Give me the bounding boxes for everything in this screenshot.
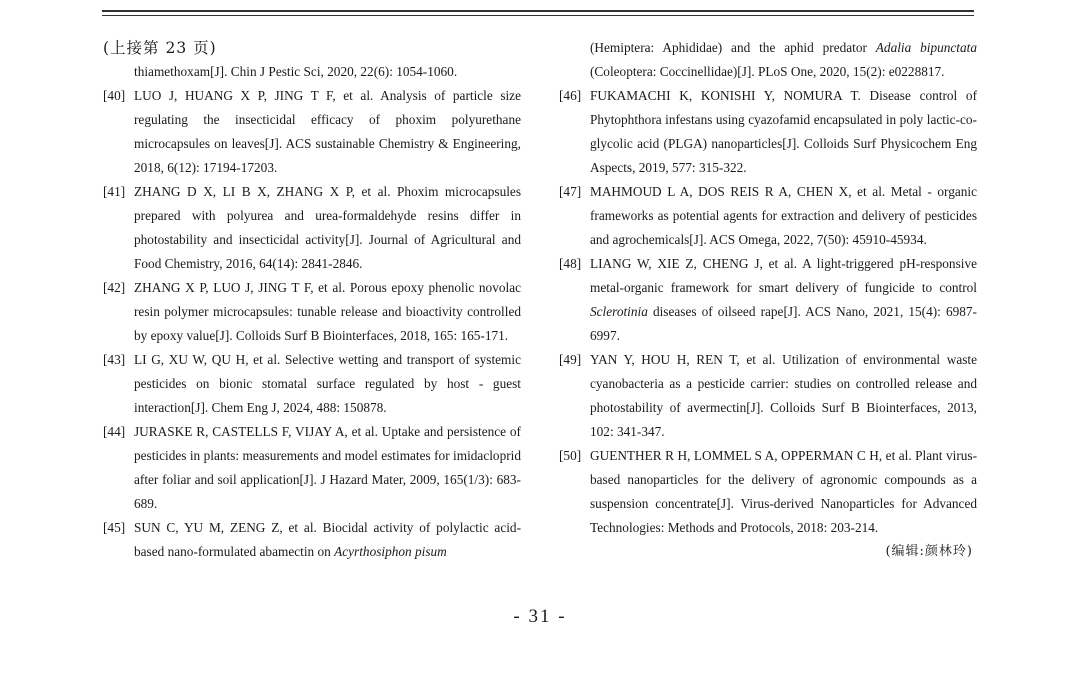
reference-text [134, 516, 521, 564]
page-number: - 31 - [513, 606, 567, 627]
header-rule-thick [102, 10, 974, 12]
reference-text: LI G, XU W, QU H, et al. Selective wetting and transport of systemic pesticides on bionic stomatal surface regulated by host - guest interaction[J]. Chem Eng J, 2024, 488: 150878. [134, 352, 521, 415]
reference-item [103, 420, 521, 516]
reference-text: ZHANG D X, LI B X, ZHANG X P, et al. Phoxim microcapsules prepared with polyurea and urea-formaldehyde resins differ in photostability and insecticidal activity[J]. Journal of Agricultural and Food Chemistry, 2016, 64(14): 2841-2846. [134, 184, 521, 271]
reference-number: [42] [103, 280, 126, 295]
reference-number: [43] [103, 352, 126, 367]
reference-text: JURASKE R, CASTELLS F, VIJAY A, et al. Uptake and persistence of pesticides in plants: measurements and model estimates for imidacloprid after foliar and soil application[J]. J Hazard Mater, 2009, 165(1/3): 683-689. [134, 424, 521, 511]
reference-item [103, 516, 521, 564]
reference-item [559, 444, 977, 540]
reference-number: [46] [559, 88, 582, 103]
reference-item [559, 348, 977, 444]
genus-name-italic: Sclerotinia [590, 304, 648, 319]
reference-text-part: LIANG W, XIE Z, CHENG J, et al. A light-triggered pH-responsive metal-organic framework for smart delivery of fungicide to control [590, 256, 977, 295]
reference-text: FUKAMACHI K, KONISHI Y, NOMURA T. Disease control of Phytophthora infestans using cyazofamid encapsulated in poly lactic-co-glycolic acid (PLGA) nanoparticles[J]. Colloids Surf Physicochem Eng Aspects, 2019, 577: 315-322. [590, 88, 977, 175]
continuation-text-part: (Hemiptera: Aphididae) and the aphid predator [590, 40, 876, 55]
reference-number: [49] [559, 352, 582, 367]
continuation-text-part: (Coleoptera: Coccinellidae)[J]. PLoS One, 2020, 15(2): e0228817. [590, 64, 945, 79]
reference-number: [48] [559, 256, 582, 271]
reference-text-part: diseases of oilseed rape[J]. ACS Nano, 2021, 15(4): 6987-6997. [590, 304, 977, 343]
species-name-italic: Acyrthosiphon pisum [334, 544, 447, 559]
reference-item [103, 180, 521, 276]
reference-number: [44] [103, 424, 126, 439]
continuation-text [559, 36, 977, 84]
reference-text: LUO J, HUANG X P, JING T F, et al. Analysis of particle size regulating the insecticidal efficacy of phoxim polyurethane microcapsules on leaves[J]. ACS sustainable Chemistry & Engineering, 2018, 6(12): 17194-17203. [134, 88, 521, 175]
reference-text-part: SUN C, YU M, ZENG Z, et al. Biocidal activity of polylactic acid-based nano-formulated abamectin on [134, 520, 521, 559]
reference-item [103, 276, 521, 348]
reference-number: [50] [559, 448, 582, 463]
reference-item [103, 348, 521, 420]
continuation-text: thiamethoxam[J]. Chin J Pestic Sci, 2020, 22(6): 1054-1060. [134, 64, 458, 79]
reference-item [559, 180, 977, 252]
right-column [559, 36, 977, 564]
species-name-italic: Adalia bipunctata [875, 40, 977, 55]
header-rule-thin [102, 15, 974, 16]
reference-text: GUENTHER R H, LOMMEL S A, OPPERMAN C H, et al. Plant virus-based nanoparticles for the delivery of agronomic compounds as a suspension concentrate[J]. Virus-derived Nanoparticles for Advanced Technologies: Methods and Protocols, 2018: 203-214. [590, 448, 977, 535]
reference-text [590, 252, 977, 348]
reference-item [559, 252, 977, 348]
reference-text: MAHMOUD L A, DOS REIS R A, CHEN X, et al. Metal - organic frameworks as potential agents for extraction and delivery of pesticides and agrochemicals[J]. ACS Omega, 2022, 7(50): 45910-45934. [590, 184, 977, 247]
reference-text: ZHANG X P, LUO J, JING T F, et al. Porous epoxy phenolic novolac resin polymer microcapsules: tunable release and bioactivity controlled by epoxy value[J]. Colloids Surf B Biointerfaces, 2018, 165: 165-171. [134, 280, 521, 343]
reference-number: [41] [103, 184, 126, 199]
reference-text: YAN Y, HOU H, REN T, et al. Utilization of environmental waste cyanobacteria as a pesticide carrier: studies on controlled release and photostability of avermectin[J]. Colloids Surf B Biointerfaces, 2013, 102: 341-347. [590, 352, 977, 439]
reference-number: [47] [559, 184, 582, 199]
reference-item [103, 84, 521, 180]
left-column [103, 36, 521, 564]
editor-note: (编辑:颜林玲) [885, 544, 973, 559]
reference-number: [40] [103, 88, 126, 103]
continued-from-note: (上接第 23 页) [103, 39, 217, 57]
reference-number: [45] [103, 520, 126, 535]
reference-item [559, 84, 977, 180]
